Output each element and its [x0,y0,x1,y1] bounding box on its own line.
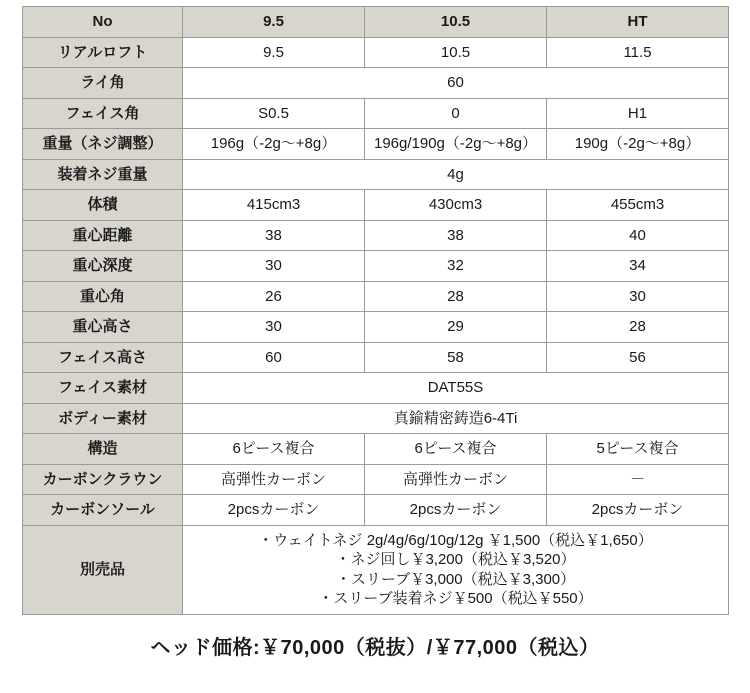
row-label: 構造 [23,434,183,465]
table-header-row [23,7,729,38]
row-label: 重心角 [23,281,183,312]
row-value: 58 [365,342,547,373]
row-label: ボディー素材 [23,403,183,434]
option-item: ・ウェイトネジ 2g/4g/6g/10g/12g ￥1,500（税込￥1,650） [258,531,653,549]
table-row-options [23,525,729,614]
table-row [23,403,729,434]
row-value: 26 [183,281,365,312]
row-value: 0 [365,98,547,129]
row-value: 60 [183,342,365,373]
row-value: 196g（-2g〜+8g） [183,129,365,160]
row-value: 38 [183,220,365,251]
row-value: 415cm3 [183,190,365,221]
table-row [23,220,729,251]
row-label: 重量（ネジ調整） [23,129,183,160]
row-value: 29 [365,312,547,343]
row-value: 30 [183,251,365,282]
row-label: フェイス素材 [23,373,183,404]
row-label-options: 別売品 [23,525,183,614]
row-value-merged: DAT55S [183,373,729,404]
table-row [23,129,729,160]
row-value: 2pcsカーボン [183,495,365,526]
row-value: 455cm3 [547,190,729,221]
row-value-merged: 真鍮精密鋳造6-4Ti [183,403,729,434]
options-list [183,525,729,614]
row-value: 9.5 [183,37,365,68]
row-value-merged: 60 [183,68,729,99]
spec-table-container [22,6,728,660]
row-value: 40 [547,220,729,251]
row-value: 30 [547,281,729,312]
table-row [23,281,729,312]
row-label: 重心距離 [23,220,183,251]
row-value-merged: 4g [183,159,729,190]
option-item: ・ネジ回し￥3,200（税込￥3,520） [335,551,576,568]
table-row [23,98,729,129]
row-label: 重心高さ [23,312,183,343]
table-row [23,37,729,68]
table-row [23,434,729,465]
header-cell-model: 9.5 [183,7,365,38]
table-row [23,251,729,282]
header-cell-model: HT [547,7,729,38]
row-label: カーボンクラウン [23,464,183,495]
row-value: 6ピース複合 [183,434,365,465]
row-value: 11.5 [547,37,729,68]
table-row [23,190,729,221]
head-price-note: ヘッド価格:￥70,000（税抜）/￥77,000（税込） [150,636,600,659]
row-value: 2pcsカーボン [547,495,729,526]
row-value: 196g/190g（-2g〜+8g） [365,129,547,160]
row-label: フェイス高さ [23,342,183,373]
row-value: 28 [365,281,547,312]
table-row [23,159,729,190]
option-item: ・スリーブ￥3,000（税込￥3,300） [335,570,576,588]
row-value: 10.5 [365,37,547,68]
table-row [23,464,729,495]
row-value: 28 [547,312,729,343]
row-value: － [547,464,729,495]
table-row [23,68,729,99]
option-item: ・スリーブ装着ネジ￥500（税込￥550） [318,590,593,607]
table-row [23,495,729,526]
row-label: 重心深度 [23,251,183,282]
row-value: H1 [547,98,729,129]
row-label: 装着ネジ重量 [23,159,183,190]
row-value: 190g（-2g〜+8g） [547,129,729,160]
row-label: フェイス角 [23,98,183,129]
row-label: 体積 [23,190,183,221]
row-value: 高弾性カーボン [183,464,365,495]
row-value: 2pcsカーボン [365,495,547,526]
row-value: 34 [547,251,729,282]
table-row [23,312,729,343]
row-value: 30 [183,312,365,343]
row-value: 6ピース複合 [365,434,547,465]
row-label: ライ角 [23,68,183,99]
row-value: 5ピース複合 [547,434,729,465]
row-label: リアルロフト [23,37,183,68]
row-label: カーボンソール [23,495,183,526]
row-value: 38 [365,220,547,251]
row-value: 高弾性カーボン [365,464,547,495]
header-cell-no: No [23,7,183,38]
header-cell-model: 10.5 [365,7,547,38]
table-row [23,342,729,373]
row-value: 56 [547,342,729,373]
row-value: S0.5 [183,98,365,129]
table-row [23,373,729,404]
row-value: 32 [365,251,547,282]
spec-table [22,6,729,615]
row-value: 430cm3 [365,190,547,221]
